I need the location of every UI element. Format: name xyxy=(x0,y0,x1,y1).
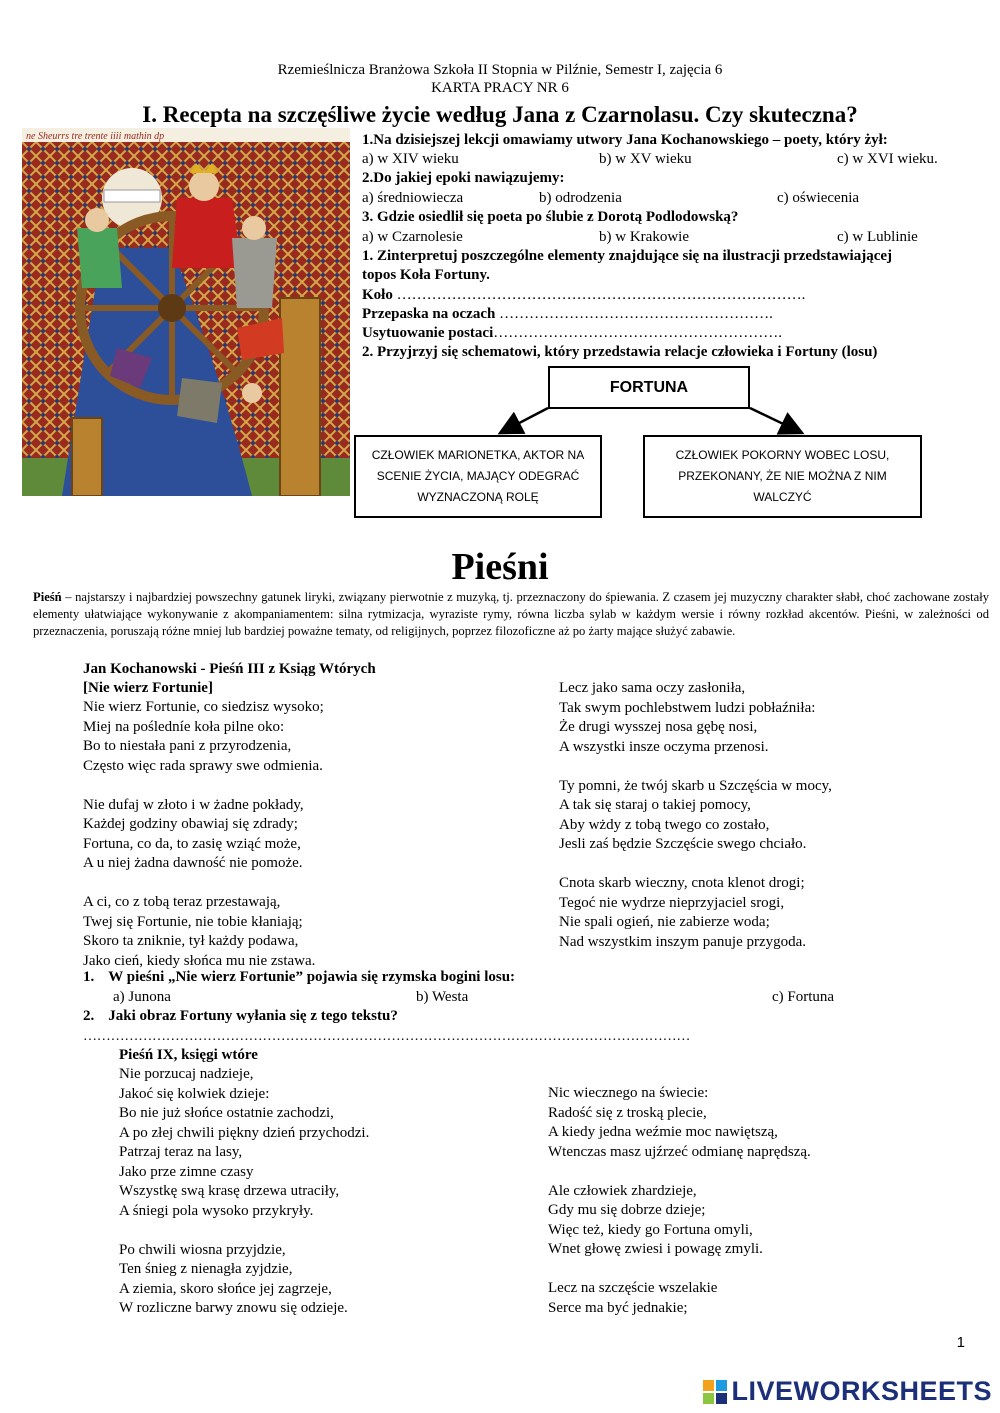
poem-question-2 xyxy=(83,1007,398,1027)
q3-option-b[interactable]: b) w Krakowie xyxy=(599,229,689,245)
poem-question-2-number: 2. xyxy=(83,1008,95,1024)
verse-line: A kiedy jedna weźmie moc nawiętszą, xyxy=(548,1124,778,1140)
verse-line: A po złej chwili piękny dzień przychodzi. xyxy=(119,1124,370,1141)
verse-line: Wtenczas masz ujźrzeć odmianę naprędszą. xyxy=(548,1143,811,1160)
q3-option-c[interactable]: c) w Lublinie xyxy=(837,229,918,245)
verse-line: Jako prze zimne czasy xyxy=(119,1163,254,1180)
verse-line: Więc też, kiedy go Fortuna omyli, xyxy=(548,1221,753,1238)
poem1-left-column xyxy=(83,698,324,971)
arrow-right xyxy=(750,408,800,432)
verse-line: A śniegi pola wysoko przykryły. xyxy=(119,1202,314,1219)
q2-option-b[interactable]: b) odrodzenia xyxy=(539,190,622,206)
task-1-line-2: topos Koła Fortuny. xyxy=(362,267,490,283)
verse-line: Nie porzucaj nadzieje, xyxy=(119,1066,254,1082)
verse-line: Radość się z troską plecie, xyxy=(548,1104,707,1121)
pq1-option-c[interactable]: c) Fortuna xyxy=(772,989,835,1005)
field-kolo-label: Koło xyxy=(362,287,393,303)
poem-question-1-number: 1. xyxy=(83,969,95,985)
liveworksheets-logo[interactable] xyxy=(703,1376,992,1407)
verse-line: Nic wiecznego na świecie: xyxy=(548,1085,709,1101)
verse-line: Skoro ta zniknie, tył każdy podawa, xyxy=(83,933,299,949)
verse-line: Ten śnieg z nienagła zyjdzie, xyxy=(119,1261,293,1277)
verse-line: Tegoć nie wydrze nieprzyjaciel srogi, xyxy=(559,894,785,911)
q1-option-c[interactable]: c) w XVI wieku. xyxy=(837,151,938,167)
diagram-fortuna-box: FORTUNA xyxy=(548,366,750,409)
arrow-left xyxy=(502,408,548,432)
liveworksheets-logo-icon xyxy=(703,1380,727,1404)
page-title: I. Recepta na szczęśliwe życie według Jana z Czarnolasu. Czy skuteczna? xyxy=(142,102,858,127)
q2-option-a[interactable]: a) średniowiecza xyxy=(362,190,464,206)
field-usytuowanie-answer[interactable]: …………………………………………………. xyxy=(493,325,783,341)
poem-question-1 xyxy=(83,968,515,988)
question-3: 3. Gdzie osiedlił się poeta po ślubie z Dorotą Podlodowską? xyxy=(362,209,739,225)
poem2-right-column xyxy=(548,1084,811,1318)
verse-line: Jako cień, kiedy słońca mu nie zstawa. xyxy=(83,952,316,969)
worksheet-number: KARTA PRACY NR 6 xyxy=(431,80,569,96)
verse-line: A u niej żadna dawność nie pomoże. xyxy=(83,855,303,871)
verse-line: Aby wżdy z tobą twego co zostało, xyxy=(559,816,770,833)
pq1-option-a[interactable]: a) Junona xyxy=(113,989,171,1005)
definition-term: Pieśń xyxy=(33,590,62,604)
verse-line: Lecz na szczęście wszelakie xyxy=(548,1280,718,1296)
field-przepaska-answer[interactable]: ………………………………………………. xyxy=(495,306,773,322)
verse-line: Nie wierz Fortunie, co siedzisz wysoko; xyxy=(83,699,324,715)
diagram-left-box: CZŁOWIEK MARIONETKA, AKTOR NA SCENIE ŻYCIA, MAJĄCY ODEGRAĆ WYZNACZONĄ ROLĘ xyxy=(354,435,602,518)
page-number: 1 xyxy=(956,1334,965,1351)
verse-line: Miej na pośledníe koła pilne oko: xyxy=(83,718,285,735)
verse-line: A tak się staraj o takiej pomocy, xyxy=(559,797,751,813)
verse-line: Każdej godziny obawiaj się zdrady; xyxy=(83,816,298,832)
verse-line: Cnota skarb wieczny, cnota klenot drogi; xyxy=(559,875,805,891)
stanza-break xyxy=(83,874,324,894)
poem1-author-title: Jan Kochanowski - Pieśń III z Ksiąg Wtórych xyxy=(83,661,376,677)
poem-question-1-text: W pieśni „Nie wierz Fortunie” pojawia się rzymska bogini losu: xyxy=(108,969,516,985)
school-line: Rzemieślnicza Branżowa Szkoła II Stopnia w Pilźnie, Semestr I, zajęcia 6 xyxy=(277,62,723,78)
verse-line: Lecz jako sama oczy zasłoniła, xyxy=(559,680,746,696)
poem2-title: Pieśń IX, księgi wtóre xyxy=(119,1047,258,1063)
verse-line: Twej się Fortunie, nie tobie kłaniają; xyxy=(83,913,303,930)
poem1-subtitle: [Nie wierz Fortunie] xyxy=(83,680,213,696)
verse-line: A wszystki insze oczyma przenosi. xyxy=(559,738,769,755)
task-2: 2. Przyjrzyj się schematowi, który przedstawia relacje człowieka i Fortuny (losu) xyxy=(362,344,878,360)
verse-line: Że drugi wysszej nosa gębę nosi, xyxy=(559,719,758,735)
verse-line: Nad wszystkim inszym panuje przygoda. xyxy=(559,933,807,950)
stanza-break xyxy=(559,855,832,875)
liveworksheets-brand-text: LIVEWORKSHEETS xyxy=(731,1376,992,1406)
stanza-break xyxy=(559,757,832,777)
definition-text: – najstarszy i najbardziej powszechny gatunek liryki, związany pierwotnie z muzyką, tj. przeznaczony do śpiewania. Z czasem jej muzyczny charakter słabł, choć zachowane zostały elementy ułatwiające wykonywanie z akompaniamentem: silna rytmizacja, wyraziste rymy, równa liczba sylab w każdym wersie i równy rozkład akcentów. Pieśni, w zależności od przeznaczenia, poruszają różne mniej lub bardziej poważne tematy, od religijnych, poprzez filozoficzne aż po żarty mające służyć zabawie. xyxy=(33,590,989,638)
verse-line: Nie dufaj w złoto i w żadne pokłady, xyxy=(83,796,304,813)
verse-line: Patrzaj teraz na lasy, xyxy=(119,1144,243,1160)
verse-line: Tak swym pochlebstwem ludzi pobłaźniła: xyxy=(559,699,816,716)
poem-question-2-text: Jaki obraz Fortuny wyłania się z tego tekstu? xyxy=(108,1008,398,1024)
verse-line: A ci, co z tobą teraz przestawają, xyxy=(83,894,281,910)
verse-line: Bo to niestała pani z przyrodzenia, xyxy=(83,738,292,754)
task-1-line-1: 1. Zinterpretuj poszczególne elementy znajdujące się na ilustracji przedstawiającej xyxy=(362,248,893,264)
verse-line: Fortuna, co da, to zasię wziąć może, xyxy=(83,835,301,852)
verse-line: W rozliczne barwy znowu się odzieje. xyxy=(119,1300,348,1316)
q3-option-a[interactable]: a) w Czarnolesie xyxy=(362,229,463,245)
illustration-banner: ne Sheurrs tre trente iiii mathin dp xyxy=(26,131,165,142)
section-title: Pieśni xyxy=(451,546,549,588)
verse-line: Bo nie już słońce ostatnie zachodzi, xyxy=(119,1105,334,1121)
stanza-break xyxy=(119,1221,369,1241)
poem1-right-column xyxy=(559,679,832,952)
diagram-right-box: CZŁOWIEK POKORNY WOBEC LOSU, PRZEKONANY, ŻE NIE MOŻNA Z NIM WALCZYĆ xyxy=(643,435,922,518)
pq1-option-b[interactable]: b) Westa xyxy=(416,989,469,1005)
field-usytuowanie-label: Usytuowanie postaci xyxy=(362,325,494,341)
verse-line: Ale człowiek zhardzieje, xyxy=(548,1182,697,1199)
verse-line: Wnet głowę zwiesi i powagę zmyli. xyxy=(548,1241,763,1257)
q1-option-b[interactable]: b) w XV wieku xyxy=(599,151,692,167)
q1-option-a[interactable]: a) w XIV wieku xyxy=(362,151,459,167)
verse-line: Ty pomni, że twój skarb u Szczęścia w mocy, xyxy=(559,777,832,794)
verse-line: Po chwili wiosna przyjdzie, xyxy=(119,1241,286,1258)
definition-paragraph xyxy=(33,589,989,640)
field-kolo-answer[interactable]: ………………………………………………………………………. xyxy=(392,287,806,303)
question-1: 1.Na dzisiejszej lekcji omawiamy utwory Jana Kochanowskiego – poety, który żył: xyxy=(362,132,888,148)
stanza-break xyxy=(548,1162,811,1182)
poem-question-2-answer[interactable]: …………………………………………………………………………………………………………………… xyxy=(83,1029,691,1044)
field-przepaska-label: Przepaska na oczach xyxy=(362,306,496,322)
stanza-break xyxy=(548,1260,811,1280)
verse-line: Jesli zaś będzie Szczęście swego chciało. xyxy=(559,836,807,852)
verse-line: Gdy mu się dobrze dzieje; xyxy=(548,1202,706,1218)
verse-line: A ziemia, skoro słońce jej zagrzeje, xyxy=(119,1280,332,1297)
verse-line: Serce ma być jednakie; xyxy=(548,1299,688,1316)
verse-line: Wszystkę swą krasę drzewa utraciły, xyxy=(119,1183,340,1199)
q2-option-c[interactable]: c) oświecenia xyxy=(777,190,860,206)
question-2: 2.Do jakiej epoki nawiązujemy: xyxy=(362,170,565,186)
verse-line: Nie spali ogień, nie zabierze woda; xyxy=(559,914,770,930)
verse-line: Często więc rada sprawy swe odmienia. xyxy=(83,757,323,774)
stanza-break xyxy=(83,776,324,796)
verse-line: Jakoć się kolwiek dzieje: xyxy=(119,1085,270,1102)
poem2-left-column xyxy=(119,1065,369,1319)
